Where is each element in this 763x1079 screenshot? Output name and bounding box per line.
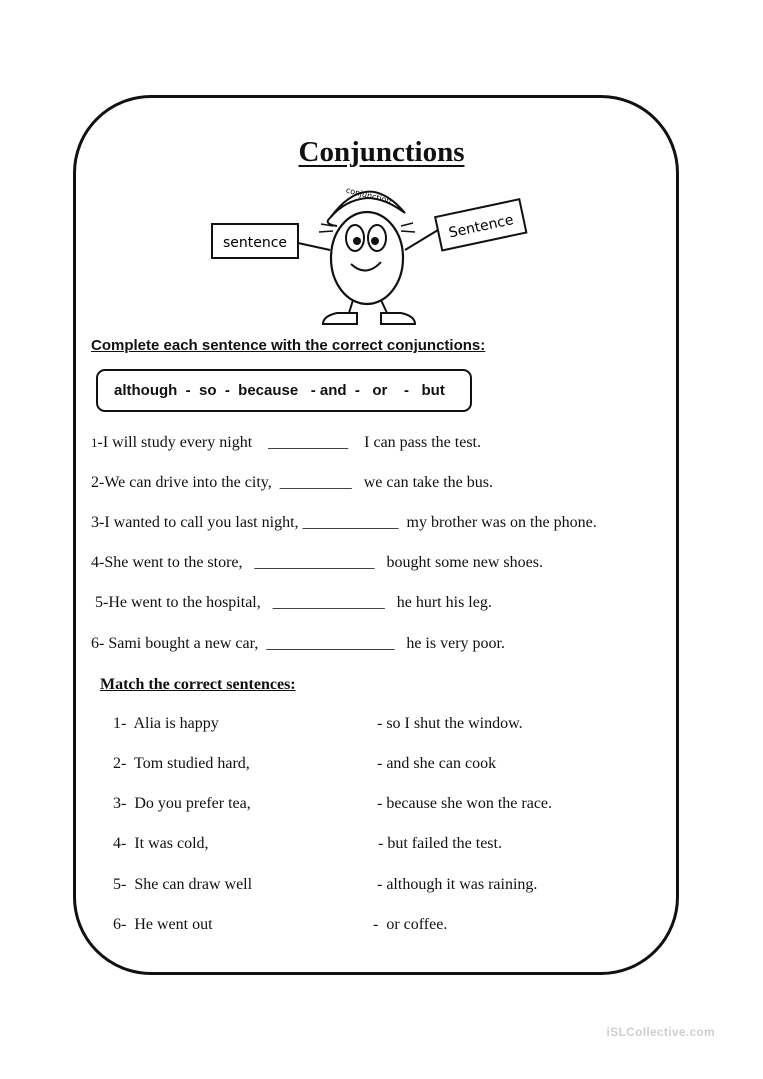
match-left-1: 1- Alia is happy: [113, 715, 219, 732]
match-left-5: 5- She can draw well: [113, 876, 253, 893]
exercise-instruction: Complete each sentence with the correct conjunctions:: [91, 337, 486, 354]
conjunction-character-illustration: [205, 168, 535, 328]
sentence-4: 4-She went to the store, _______________ bought some new shoes.: [91, 554, 543, 571]
left-sign-label: sentence: [222, 235, 288, 251]
match-right-5: - although it was raining.: [377, 876, 538, 893]
cap-label: conjunction: [344, 185, 393, 206]
right-sign-label: Sentence: [447, 212, 515, 242]
page-title: Conjunctions: [298, 136, 465, 168]
footer-watermark: iSLCollective.com: [606, 1025, 715, 1039]
match-right-3: - because she won the race.: [377, 795, 553, 812]
right-sentence-sign: [435, 199, 526, 250]
match-section-title: Match the correct sentences:: [100, 676, 296, 693]
match-right-6: - or coffee.: [373, 916, 448, 933]
match-right-2: - and she can cook: [377, 755, 497, 772]
match-right-4: - but failed the test.: [378, 835, 502, 852]
sentence-5: 5-He went to the hospital, ______________ he hurt his leg.: [91, 594, 492, 611]
match-left-6: 6- He went out: [113, 916, 213, 933]
match-left-2: 2- Tom studied hard,: [113, 755, 250, 772]
sentence-1: [91, 434, 481, 452]
word-bank: although - so - because - and - or - but: [96, 369, 472, 412]
sentence-2: 2-We can drive into the city, _________ we can take the bus.: [91, 474, 493, 491]
match-left-3: 3- Do you prefer tea,: [113, 795, 251, 812]
left-sentence-sign: [212, 224, 298, 258]
sentence-text: -I will study every night __________ I can pass the test.: [97, 434, 481, 451]
sentence-number: 1: [91, 435, 98, 450]
match-left-4: 4- It was cold,: [113, 835, 209, 852]
match-right-1: - so I shut the window.: [377, 715, 523, 732]
sentence-3: 3-I wanted to call you last night, ____________ my brother was on the phone.: [91, 514, 597, 531]
sentence-6: 6- Sami bought a new car, ________________ he is very poor.: [91, 635, 505, 652]
